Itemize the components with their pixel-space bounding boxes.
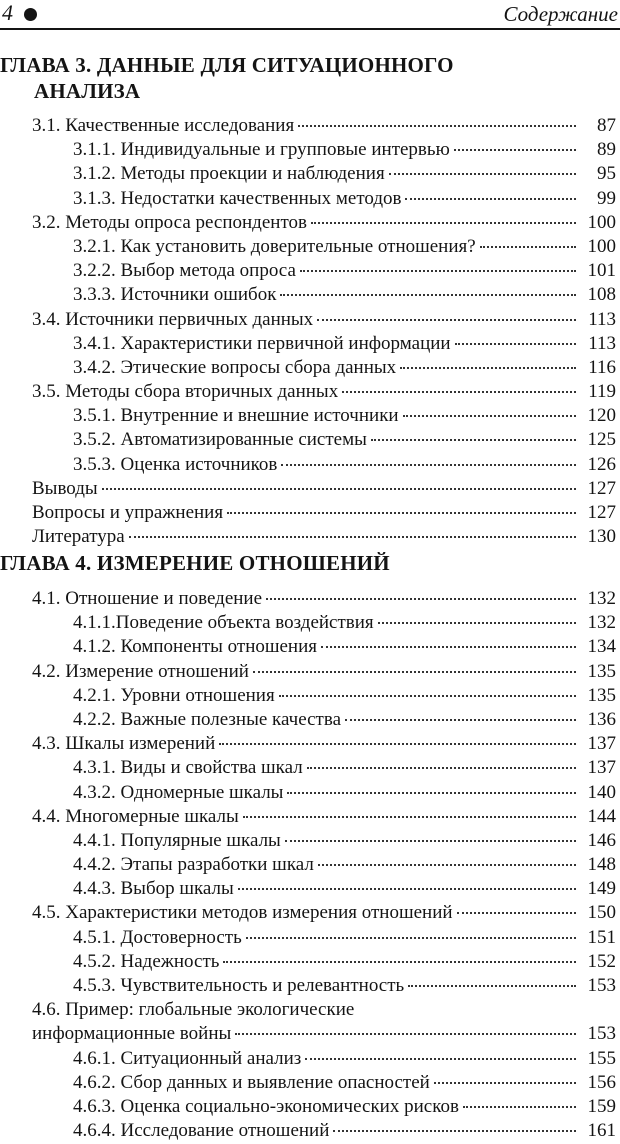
leader-dots <box>463 1106 576 1108</box>
toc-entry[interactable] <box>0 927 616 951</box>
toc-entry-text: 3.5. Методы сбора вторичных данных <box>32 381 339 403</box>
toc-entry[interactable] <box>0 902 616 926</box>
toc-entry-page: 100 <box>587 211 616 233</box>
toc-entry-page: 153 <box>587 1023 616 1045</box>
toc-entry-page: 127 <box>587 502 616 523</box>
toc-entry-text: 4.6.1. Ситуационный анализ <box>73 1047 302 1069</box>
toc-entry-text: 3.2.2. Выбор метода опроса <box>73 260 296 282</box>
toc-entry-page: 132 <box>587 588 616 609</box>
toc-entry[interactable] <box>0 405 616 429</box>
toc-entry-text: 4.1.2. Компоненты отношения <box>73 636 318 658</box>
toc-entry[interactable] <box>0 260 616 284</box>
toc-entry[interactable] <box>0 357 616 381</box>
toc-entry[interactable] <box>0 333 616 357</box>
toc-entry[interactable] <box>0 854 616 878</box>
leader-dots <box>321 646 576 648</box>
toc-entry[interactable] <box>0 236 616 260</box>
toc-entry-page: 146 <box>587 829 616 851</box>
toc-entry[interactable] <box>0 951 616 975</box>
toc-entry-page: 89 <box>597 139 616 161</box>
leader-dots <box>235 1033 576 1035</box>
toc-entry-text: 4.5.1. Достоверность <box>73 926 242 948</box>
toc-entry[interactable] <box>0 526 616 550</box>
toc-entry[interactable] <box>0 830 616 854</box>
toc-entry[interactable] <box>0 478 616 502</box>
toc-entry[interactable] <box>0 381 616 405</box>
toc-entry[interactable] <box>0 661 616 685</box>
toc-entry[interactable] <box>0 502 616 526</box>
leader-dots <box>280 294 576 296</box>
chapter-3-title-line1: ГЛАВА 3. ДАННЫЕ ДЛЯ СИТУАЦИОННОГО <box>0 53 454 77</box>
toc-entry-page: 155 <box>587 1047 616 1069</box>
leader-dots <box>102 488 576 490</box>
toc-entry[interactable] <box>0 612 616 636</box>
toc-entry-page: 135 <box>587 684 616 706</box>
toc-entry-text: 3.2.1. Как установить доверительные отношения? <box>73 235 476 257</box>
leader-dots <box>403 415 576 417</box>
toc-entry[interactable] <box>0 782 616 806</box>
toc-entry-text: 3.1.2. Методы проекции и наблюдения <box>73 163 385 185</box>
toc-entry-text: 3.1.1. Индивидуальные и групповые интервью <box>73 139 450 161</box>
toc-entry-page: 134 <box>587 636 616 658</box>
toc-entry-page: 130 <box>587 526 616 548</box>
leader-dots <box>400 367 576 369</box>
leader-dots <box>480 246 576 248</box>
chapter-3-title-line2: АНАЛИЗА <box>34 79 141 103</box>
leader-dots <box>342 391 576 393</box>
toc-entry-text: 3.4. Источники первичных данных <box>32 308 314 330</box>
toc-entry-page: 137 <box>587 757 616 779</box>
toc-entry-text: 3.3.3. Источники ошибок <box>73 284 277 306</box>
toc-entry-page: 137 <box>587 733 616 755</box>
leader-dots <box>307 767 576 769</box>
chapter-4-toc <box>0 588 616 1144</box>
leader-dots <box>300 270 576 272</box>
toc-entry[interactable] <box>0 212 616 236</box>
toc-entry-page: 151 <box>587 926 616 948</box>
toc-entry-page: 140 <box>587 781 616 803</box>
toc-entry-page: 159 <box>587 1095 616 1117</box>
toc-entry-page: 148 <box>587 854 616 876</box>
toc-entry-page: 100 <box>587 235 616 257</box>
leader-dots <box>317 319 576 321</box>
toc-entry[interactable] <box>0 636 616 660</box>
toc-entry[interactable] <box>0 115 616 139</box>
toc-entry-text: 4.6.3. Оценка социально-экономических рисков <box>73 1095 459 1117</box>
leader-dots <box>311 222 576 224</box>
toc-entry[interactable] <box>0 685 616 709</box>
toc-entry-text: 4.6.4. Исследование отношений <box>73 1120 330 1142</box>
toc-entry[interactable] <box>0 1072 616 1096</box>
toc-entry-text: 4.4.2. Этапы разработки шкал <box>73 854 314 876</box>
toc-entry[interactable] <box>0 806 616 830</box>
leader-dots <box>305 1058 576 1060</box>
toc-entry-text: 4.5.2. Надежность <box>73 950 220 972</box>
toc-entry-page: 120 <box>587 405 616 427</box>
toc-entry-text: Выводы <box>32 477 98 499</box>
toc-entry[interactable] <box>0 999 616 1023</box>
toc-entry[interactable] <box>0 309 616 333</box>
toc-entry[interactable] <box>0 284 616 308</box>
toc-entry-page: 152 <box>587 950 616 972</box>
chapter-3-toc <box>0 115 616 550</box>
leader-dots <box>287 792 576 794</box>
toc-entry-text: 4.1.1.Поведение объекта воздействия <box>73 612 374 634</box>
leader-dots <box>345 719 576 721</box>
toc-entry-text: 4.2.1. Уровни отношения <box>73 684 275 706</box>
toc-entry-text: 3.1. Качественные исследования <box>32 115 295 136</box>
toc-entry-text: 4.4.3. Выбор шкалы <box>73 878 234 900</box>
leader-dots <box>318 864 576 866</box>
leader-dots <box>457 912 576 914</box>
chapter-3-title <box>0 52 454 104</box>
toc-entry-text: 4.3.1. Виды и свойства шкал <box>73 757 303 779</box>
leader-dots <box>408 985 576 987</box>
toc-entry-page: 119 <box>588 381 616 403</box>
toc-entry-page: 135 <box>587 660 616 682</box>
toc-entry[interactable] <box>0 1023 616 1047</box>
leader-dots <box>455 343 576 345</box>
toc-entry[interactable] <box>0 709 616 733</box>
leader-dots <box>279 695 576 697</box>
page-number: 4 <box>2 0 13 25</box>
toc-entry[interactable] <box>0 975 616 999</box>
leader-dots <box>238 888 576 890</box>
toc-entry-text: 3.4.1. Характеристики первичной информации <box>73 332 451 354</box>
toc-entry[interactable] <box>0 733 616 757</box>
leader-dots <box>253 671 576 673</box>
toc-entry-text: 3.4.2. Этические вопросы сбора данных <box>73 356 397 378</box>
toc-entry[interactable] <box>0 188 616 212</box>
toc-entry-text: 3.2. Методы опроса респондентов <box>32 211 307 233</box>
toc-entry-page: 99 <box>597 187 616 209</box>
toc-entry-text: 3.5.3. Оценка источников <box>73 453 278 475</box>
leader-dots <box>298 125 576 127</box>
page-header <box>0 0 620 30</box>
toc-entry[interactable] <box>0 1096 616 1120</box>
toc-entry-text: 4.3.2. Одномерные шкалы <box>73 781 284 803</box>
toc-entry-text: 4.1. Отношение и поведение <box>32 588 263 609</box>
toc-entry[interactable] <box>0 1120 616 1144</box>
leader-dots <box>434 1082 576 1084</box>
toc-entry-page: 116 <box>588 356 616 378</box>
toc-entry-page: 127 <box>587 477 616 499</box>
toc-entry-text: Вопросы и упражнения <box>32 502 224 523</box>
bullet-icon <box>24 8 37 21</box>
leader-dots <box>371 439 576 441</box>
toc-entry-text: информационные войны <box>32 1023 232 1045</box>
toc-entry[interactable] <box>0 878 616 902</box>
toc-entry-text: 4.2.2. Важные полезные качества <box>73 708 342 730</box>
toc-entry-text: 4.5. Характеристики методов измерения отношений <box>32 902 453 924</box>
leader-dots <box>405 198 576 200</box>
toc-entry[interactable] <box>0 1048 616 1072</box>
leader-dots <box>281 464 576 466</box>
toc-entry-text: 4.5.3. Чувствительность и релевантность <box>73 975 405 996</box>
toc-entry-text: 3.5.1. Внутренние и внешние источники <box>73 405 399 427</box>
toc-entry-text: Литература <box>32 526 125 548</box>
leader-dots <box>243 816 576 818</box>
toc-entry[interactable] <box>0 454 616 478</box>
toc-entry-text: 4.3. Шкалы измерений <box>32 733 216 755</box>
toc-entry-page: 150 <box>587 902 616 924</box>
toc-entry-text: 3.1.3. Недостатки качественных методов <box>73 187 402 209</box>
toc-entry-page: 136 <box>587 708 616 730</box>
toc-entry-text: 4.4.1. Популярные шкалы <box>73 829 281 851</box>
leader-dots <box>378 622 576 624</box>
toc-entry-page: 132 <box>587 612 616 634</box>
toc-entry-page: 153 <box>587 975 616 996</box>
chapter-4-title: ГЛАВА 4. ИЗМЕРЕНИЕ ОТНОШЕНИЙ <box>0 551 390 575</box>
toc-entry-page: 101 <box>587 260 616 282</box>
toc-entry-page: 161 <box>587 1120 616 1142</box>
toc-entry-page: 149 <box>587 878 616 900</box>
toc-entry-page: 126 <box>587 453 616 475</box>
leader-dots <box>454 149 576 151</box>
toc-entry-page: 156 <box>587 1071 616 1093</box>
toc-entry-page: 144 <box>587 805 616 827</box>
toc-entry[interactable] <box>0 757 616 781</box>
toc-entry[interactable] <box>0 588 616 612</box>
toc-entry-text: 4.4. Многомерные шкалы <box>32 805 239 827</box>
leader-dots <box>219 743 576 745</box>
leader-dots <box>129 536 576 538</box>
toc-entry[interactable] <box>0 163 616 187</box>
leader-dots <box>333 1130 576 1132</box>
toc-entry-text: 3.5.2. Автоматизированные системы <box>73 429 367 451</box>
toc-entry-page: 108 <box>587 284 616 306</box>
leader-dots <box>223 961 576 963</box>
leader-dots <box>246 937 576 939</box>
toc-entry-page: 113 <box>588 308 616 330</box>
toc-entry-text: 4.6. Пример: глобальные экологические <box>32 999 355 1021</box>
toc-entry[interactable] <box>0 429 616 453</box>
toc-entry-page: 95 <box>597 163 616 185</box>
leader-dots <box>266 598 576 600</box>
toc-entry-page: 87 <box>597 115 616 136</box>
leader-dots <box>285 840 576 842</box>
leader-dots <box>389 173 576 175</box>
toc-entry-text: 4.2. Измерение отношений <box>32 660 249 682</box>
running-title: Содержание <box>503 2 618 26</box>
toc-entry-page: 113 <box>588 332 616 354</box>
toc-entry[interactable] <box>0 139 616 163</box>
leader-dots <box>227 512 576 514</box>
toc-entry-text: 4.6.2. Сбор данных и выявление опасностей <box>73 1071 430 1093</box>
toc-entry-page: 125 <box>587 429 616 451</box>
